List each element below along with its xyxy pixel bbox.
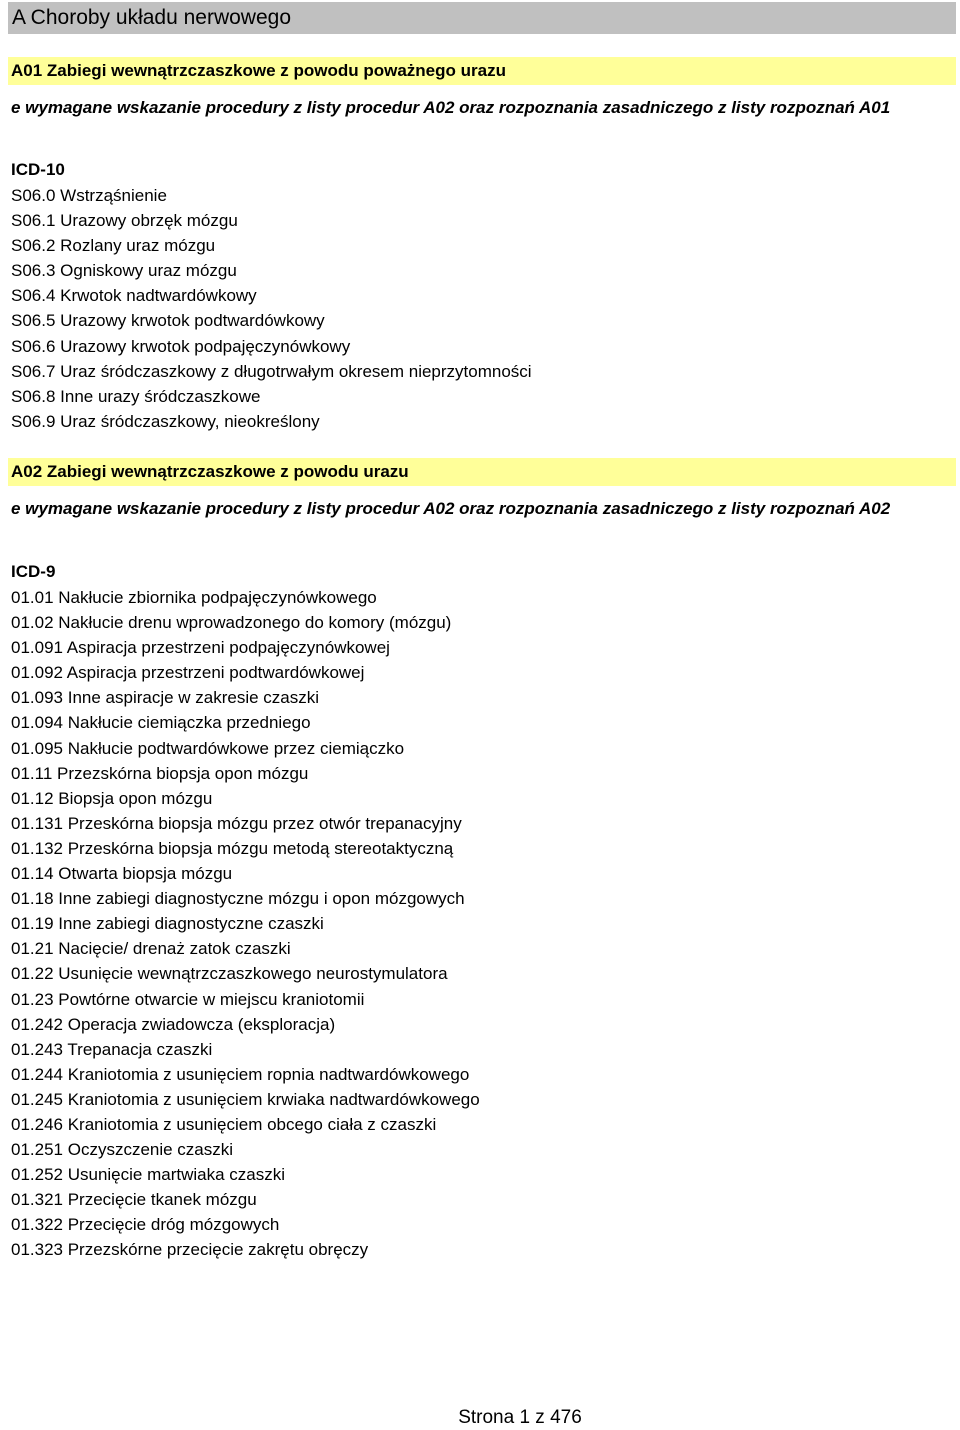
section-note-a01: e wymagane wskazanie procedury z listy procedur A02 oraz rozpoznania zasadniczego z listy rozpoznań A01 (11, 98, 891, 117)
list-item: 01.095 Nakłucie podtwardówkowe przez ciemiączko (11, 738, 405, 758)
list-item: 01.321 Przecięcie tkanek mózgu (11, 1190, 257, 1210)
diagnosis-code-list (11, 183, 532, 434)
list-item: S06.1 Urazowy obrzęk mózgu (11, 211, 238, 231)
list-heading-icd10: ICD-10 (11, 160, 65, 179)
list-item: 01.094 Nakłucie ciemiączka przedniego (11, 713, 311, 733)
list-item: S06.8 Inne urazy śródczaszkowe (11, 386, 261, 406)
list-item: 01.091 Aspiracja przestrzeni podpajęczynówkowej (11, 638, 390, 658)
list-item: 01.22 Usunięcie wewnątrzczaszkowego neurostymulatora (11, 964, 448, 984)
list-item: 01.246 Kraniotomia z usunięciem obcego ciała z czaszki (11, 1114, 437, 1134)
list-item: 01.11 Przezskórna biopsja opon mózgu (11, 763, 309, 783)
list-item: 01.131 Przeskórna biopsja mózgu przez otwór trepanacyjny (11, 813, 462, 833)
list-item: 01.02 Nakłucie drenu wprowadzonego do komory (mózgu) (11, 613, 452, 633)
page-title: A Choroby układu nerwowego (12, 6, 292, 29)
list-item: S06.6 Urazowy krwotok podpajęczynówkowy (11, 336, 351, 356)
list-item: 01.093 Inne aspiracje w zakresie czaszki (11, 688, 320, 708)
list-item: S06.9 Uraz śródczaszkowy, nieokreślony (11, 411, 320, 431)
list-item: 01.244 Kraniotomia z usunięciem ropnia nadtwardówkowego (11, 1064, 470, 1084)
section-title-a02: A02 Zabiegi wewnątrzczaszkowe z powodu urazu (8, 458, 956, 486)
list-item: 01.322 Przecięcie dróg mózgowych (11, 1215, 280, 1235)
list-item: S06.4 Krwotok nadtwardówkowy (11, 286, 257, 306)
list-item: S06.3 Ogniskowy uraz mózgu (11, 261, 237, 281)
list-item: 01.01 Nakłucie zbiornika podpajęczynówkowego (11, 588, 377, 607)
list-item: S06.5 Urazowy krwotok podtwardówkowy (11, 311, 325, 331)
list-item: 01.18 Inne zabiegi diagnostyczne mózgu i opon mózgowych (11, 889, 465, 909)
list-item: S06.2 Rozlany uraz mózgu (11, 236, 216, 256)
list-item: 01.242 Operacja zwiadowcza (eksploracja) (11, 1014, 336, 1034)
section-title-a01: A01 Zabiegi wewnątrzczaszkowe z powodu poważnego urazu (8, 57, 956, 85)
list-heading-icd9: ICD-9 (11, 562, 56, 581)
page-header (8, 2, 956, 34)
list-item: 01.245 Kraniotomia z usunięciem krwiaka nadtwardówkowego (11, 1089, 480, 1109)
list-item: 01.251 Oczyszczenie czaszki (11, 1140, 234, 1160)
page-number: Strona 1 z 476 (458, 1407, 582, 1428)
list-item: S06.0 Wstrząśnienie (11, 186, 167, 205)
list-item: 01.252 Usunięcie martwiaka czaszki (11, 1165, 286, 1185)
list-item: 01.323 Przezskórne przecięcie zakrętu obręczy (11, 1240, 369, 1260)
list-item: S06.7 Uraz śródczaszkowy z długotrwałym okresem nieprzytomności (11, 361, 532, 381)
list-item: 01.14 Otwarta biopsja mózgu (11, 864, 233, 884)
list-item: 01.21 Nacięcie/ drenaż zatok czaszki (11, 939, 291, 959)
list-item: 01.19 Inne zabiegi diagnostyczne czaszki (11, 914, 324, 934)
list-item: 01.092 Aspiracja przestrzeni podtwardówkowej (11, 663, 365, 683)
list-item: 01.23 Powtórne otwarcie w miejscu kraniotomii (11, 989, 365, 1009)
procedure-code-list (11, 585, 480, 1263)
list-item: 01.132 Przeskórna biopsja mózgu metodą stereotaktyczną (11, 838, 454, 858)
section-note-a02: e wymagane wskazanie procedury z listy procedur A02 oraz rozpoznania zasadniczego z listy rozpoznań A02 (11, 499, 891, 518)
list-item: 01.243 Trepanacja czaszki (11, 1039, 213, 1059)
list-item: 01.12 Biopsja opon mózgu (11, 788, 213, 808)
